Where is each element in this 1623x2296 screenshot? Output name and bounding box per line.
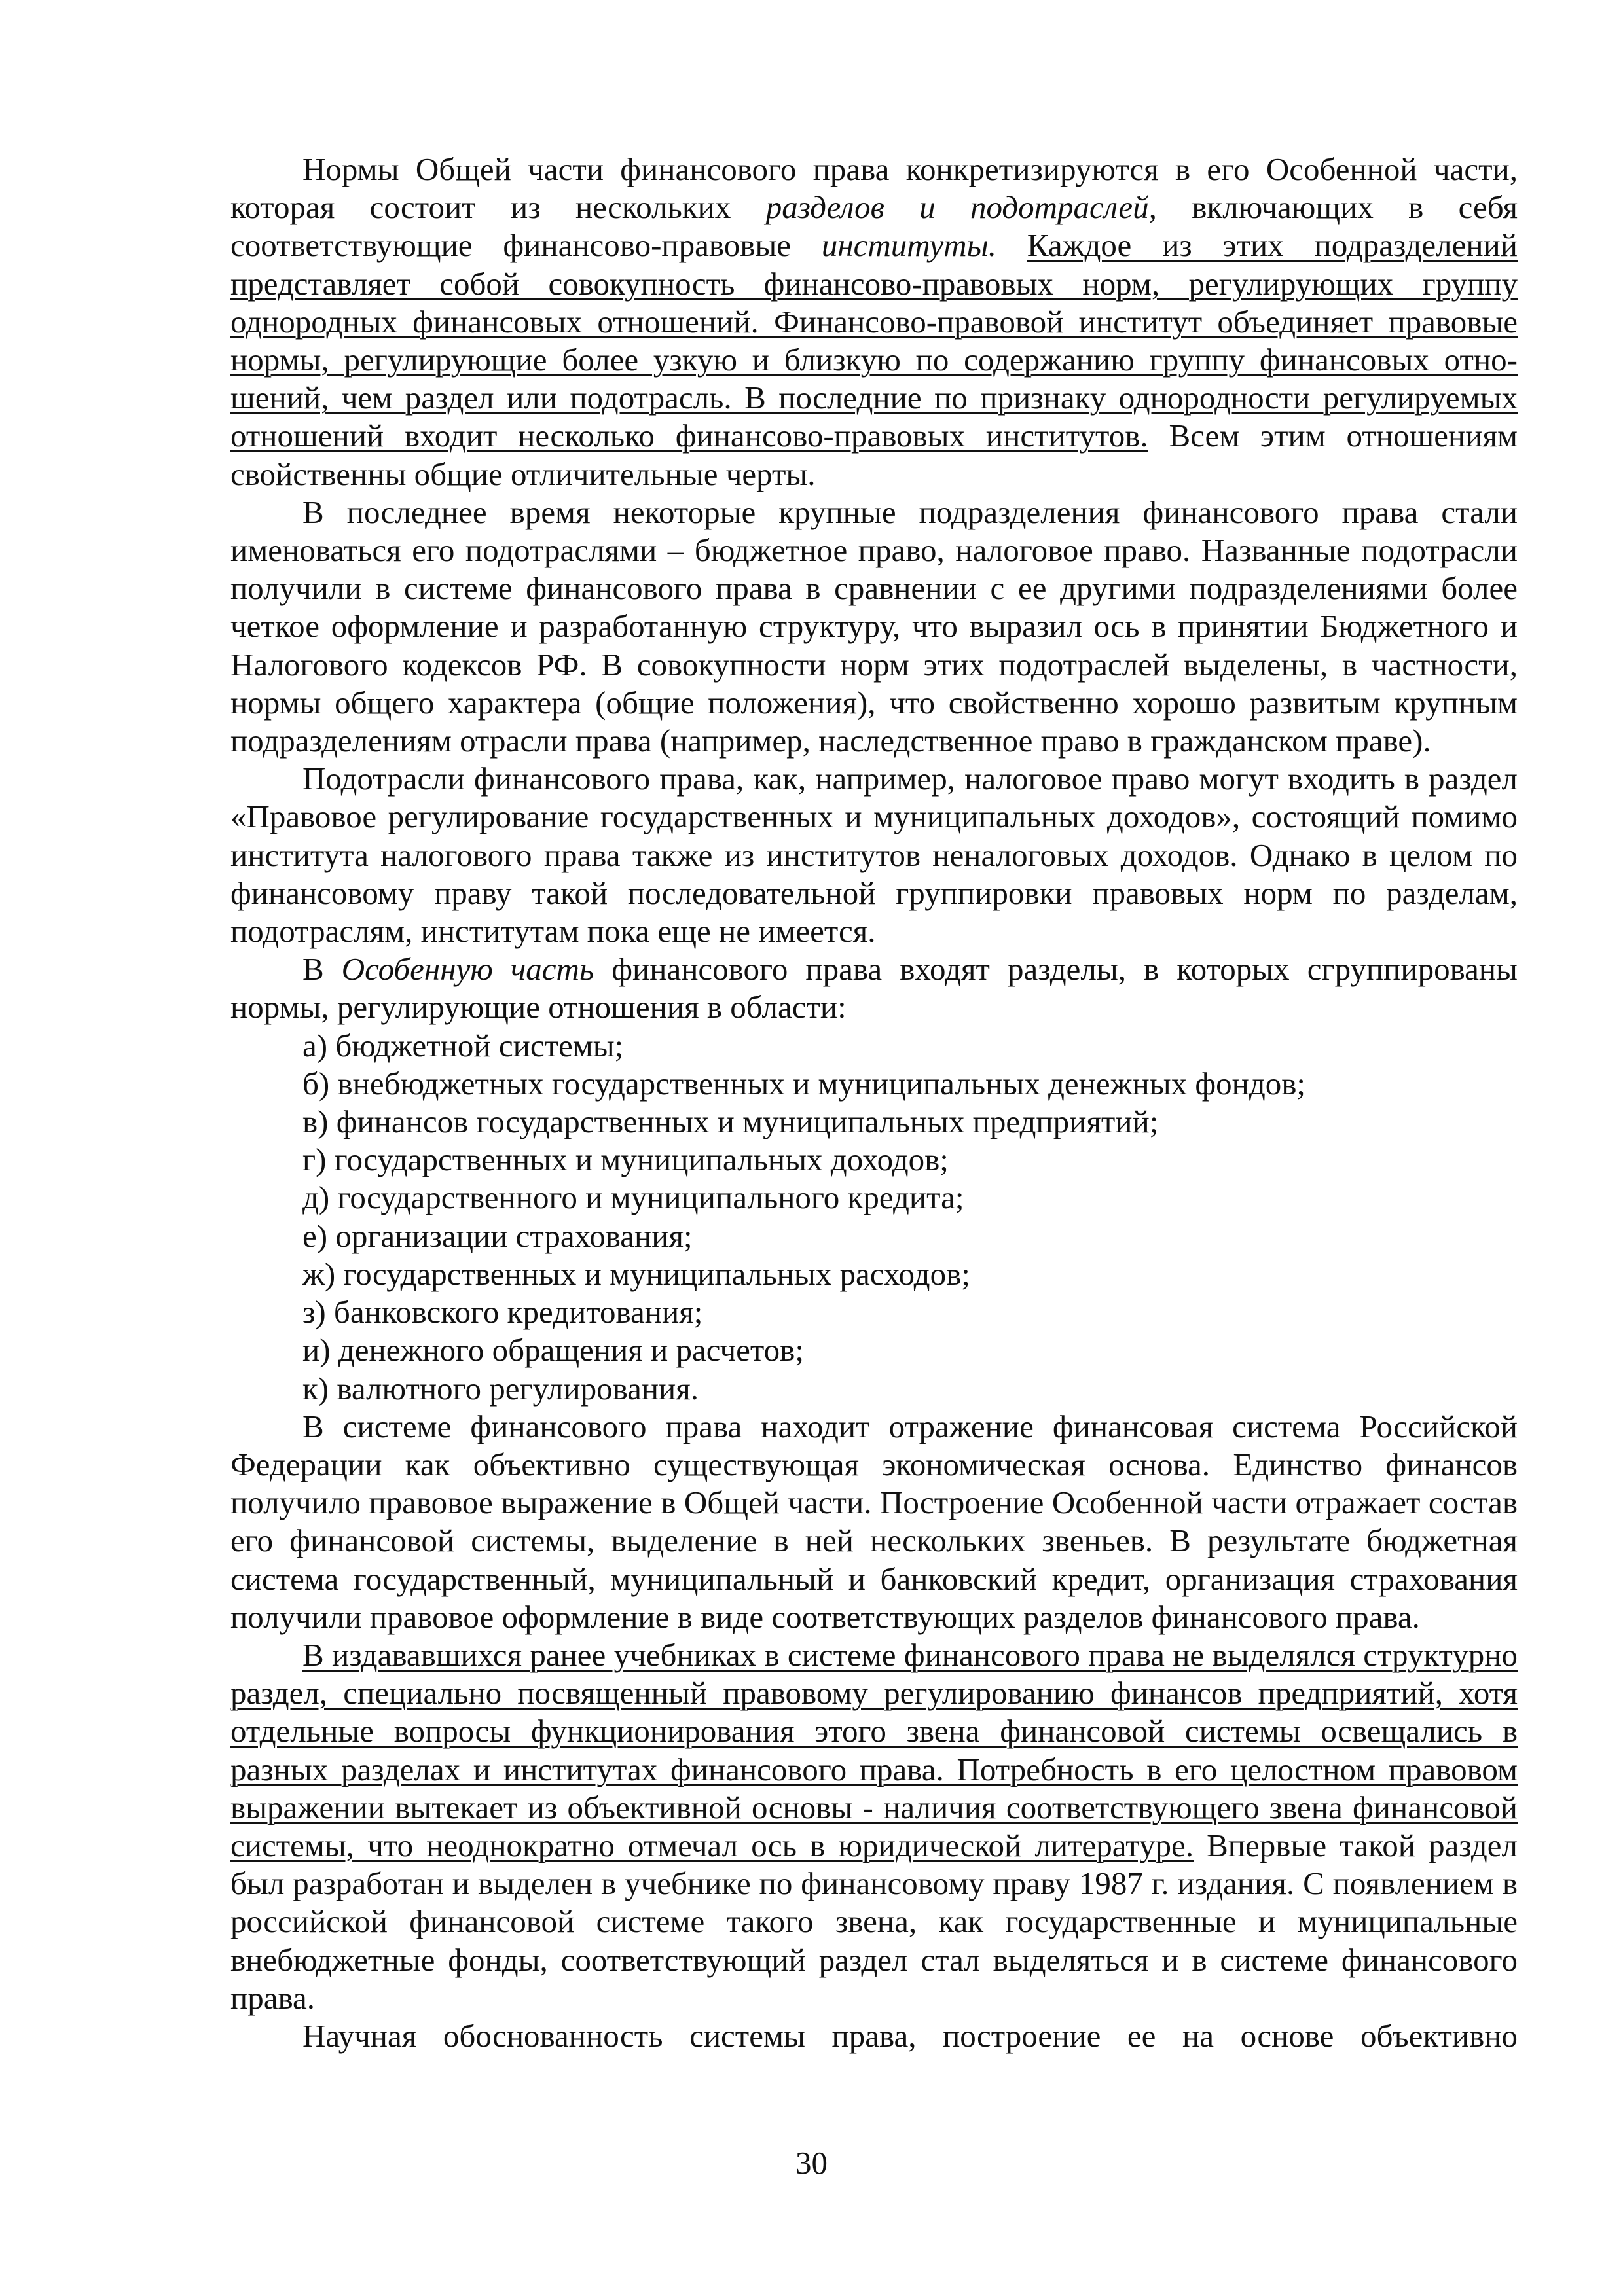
paragraph-5: В системе финансового права находит отражение финансовая система Российской Федерации как объективно существующая экономическая основа. Единство финансов получило правовое выражение в Общей части. Построение Особенной части отражает состав его финансовой системы, выделение в ней нескольких звеньев. В результате бюджетная система государственный, муниципальный и банковский кредит, организация страхования получили правовое оформление в виде соответствующих разделов финансового права. — [230, 1408, 1518, 1635]
list-item: ж) государственных и муниципальных расходов; — [302, 1255, 970, 1292]
text-run: включающих в себя соответствующие финансово-правовые — [230, 189, 1518, 264]
section-list — [230, 1027, 1518, 1408]
list-item: д) государственного и муниципального кредита; — [302, 1179, 964, 1216]
text-run: финансового права входят разделы, в которых сгруппированы нормы, регулирующие отношения в области: — [230, 951, 1518, 1026]
italic-text: институты. — [821, 227, 997, 264]
list-item: и) денежного обращения и расчетов; — [302, 1332, 804, 1369]
list-item: к) валютного регулирования. — [302, 1370, 699, 1407]
paragraph-1 — [230, 151, 1518, 493]
list-item: з) банковского кредитования; — [302, 1294, 703, 1331]
text-run: Всем этим отношениям свойственны общие отличительные черты. — [230, 418, 1518, 492]
list-item: е) организации страхования; — [302, 1217, 693, 1254]
list-item: г) государственных и муниципальных доходов; — [302, 1141, 949, 1178]
document-page — [230, 151, 1518, 2055]
list-item: б) внебюджетных государственных и муниципальных денежных фондов; — [302, 1065, 1306, 1102]
paragraph-7: Научная обоснованность системы права, построение ее на основе объективно — [302, 2017, 1518, 2054]
text-run: Нормы Общей части финансового права конкретизируются в его Особенной части, которая состоит из нескольких — [230, 151, 1518, 226]
underlined-text: В издававшихся ранее учебниках в системе финансового права не выделялся структурно раздел, специально посвященный правовому регулированию финансов предприятий, хотя отдельные вопросы функционирования этого звена финансовой системы освещались в разных разделах и институтах финансового права. Потребность в его целостном правовом выражении вытекает из объективной основы - наличия соответствующего звена финансовой системы, что неоднократно отмечал ось в юридической литературе. — [230, 1636, 1518, 1863]
italic-text: Особенную часть — [341, 951, 594, 988]
paragraph-6 — [230, 1636, 1518, 2017]
paragraph-4 — [230, 950, 1518, 1026]
underlined-text: Каждое из этих подразделений представляет собой совокупность финансово-правовых норм, регулирующих группу однородных финансовых отношений. Финансово-правовой институт объединяет правовые нормы, регулирующие более узкую и близкую по содержанию группу финансовых отно-шений, чем раздел или подотрасль. В последние по признаку однородности регулируемых отношений входит несколько финансово-правовых институтов. — [230, 227, 1518, 454]
page-number: 30 — [795, 2145, 828, 2181]
text-run: Впервые такой раздел был разработан и выделен в учебнике по финансовому праву 1987 г. издания. С появлением в российской финансовой системе такого звена, как государственные и муниципальные внебюджетные фонды, соответствующий раздел стал выделяться и в системе финансового права. — [230, 1827, 1518, 2016]
text-run: В — [302, 951, 342, 988]
italic-text: разделов и подотраслей, — [765, 189, 1157, 226]
list-item: в) финансов государственных и муниципальных предприятий; — [302, 1103, 1159, 1140]
list-item: а) бюджетной системы; — [302, 1027, 624, 1064]
paragraph-3: Подотрасли финансового права, как, например, налоговое право могут входить в раздел «Правовое регулирование государственных и муниципальных доходов», состоящий помимо института налогового права также из институтов неналоговых доходов. Однако в целом по финансовому праву такой последовательной группировки правовых норм по разделам, подотраслям, институтам пока еще не имеется. — [230, 761, 1518, 950]
text-run — [996, 227, 1027, 263]
paragraph-2: В последнее время некоторые крупные подразделения финансового права стали именоваться его подотраслями – бюджетное право, налоговое право. Названные подотрасли получили в системе финансового права в сравнении с ее другими подразделениями более четкое оформление и разработанную структуру, что выразил ось в принятии Бюджетного и Налогового кодексов РФ. В совокупности норм этих подотраслей выделены, в частности, нормы общего характера (общие положения), что свойственно хорошо развитым крупным подразделениям отрасли права (например, наследственное право в гражданском праве). — [230, 493, 1518, 759]
